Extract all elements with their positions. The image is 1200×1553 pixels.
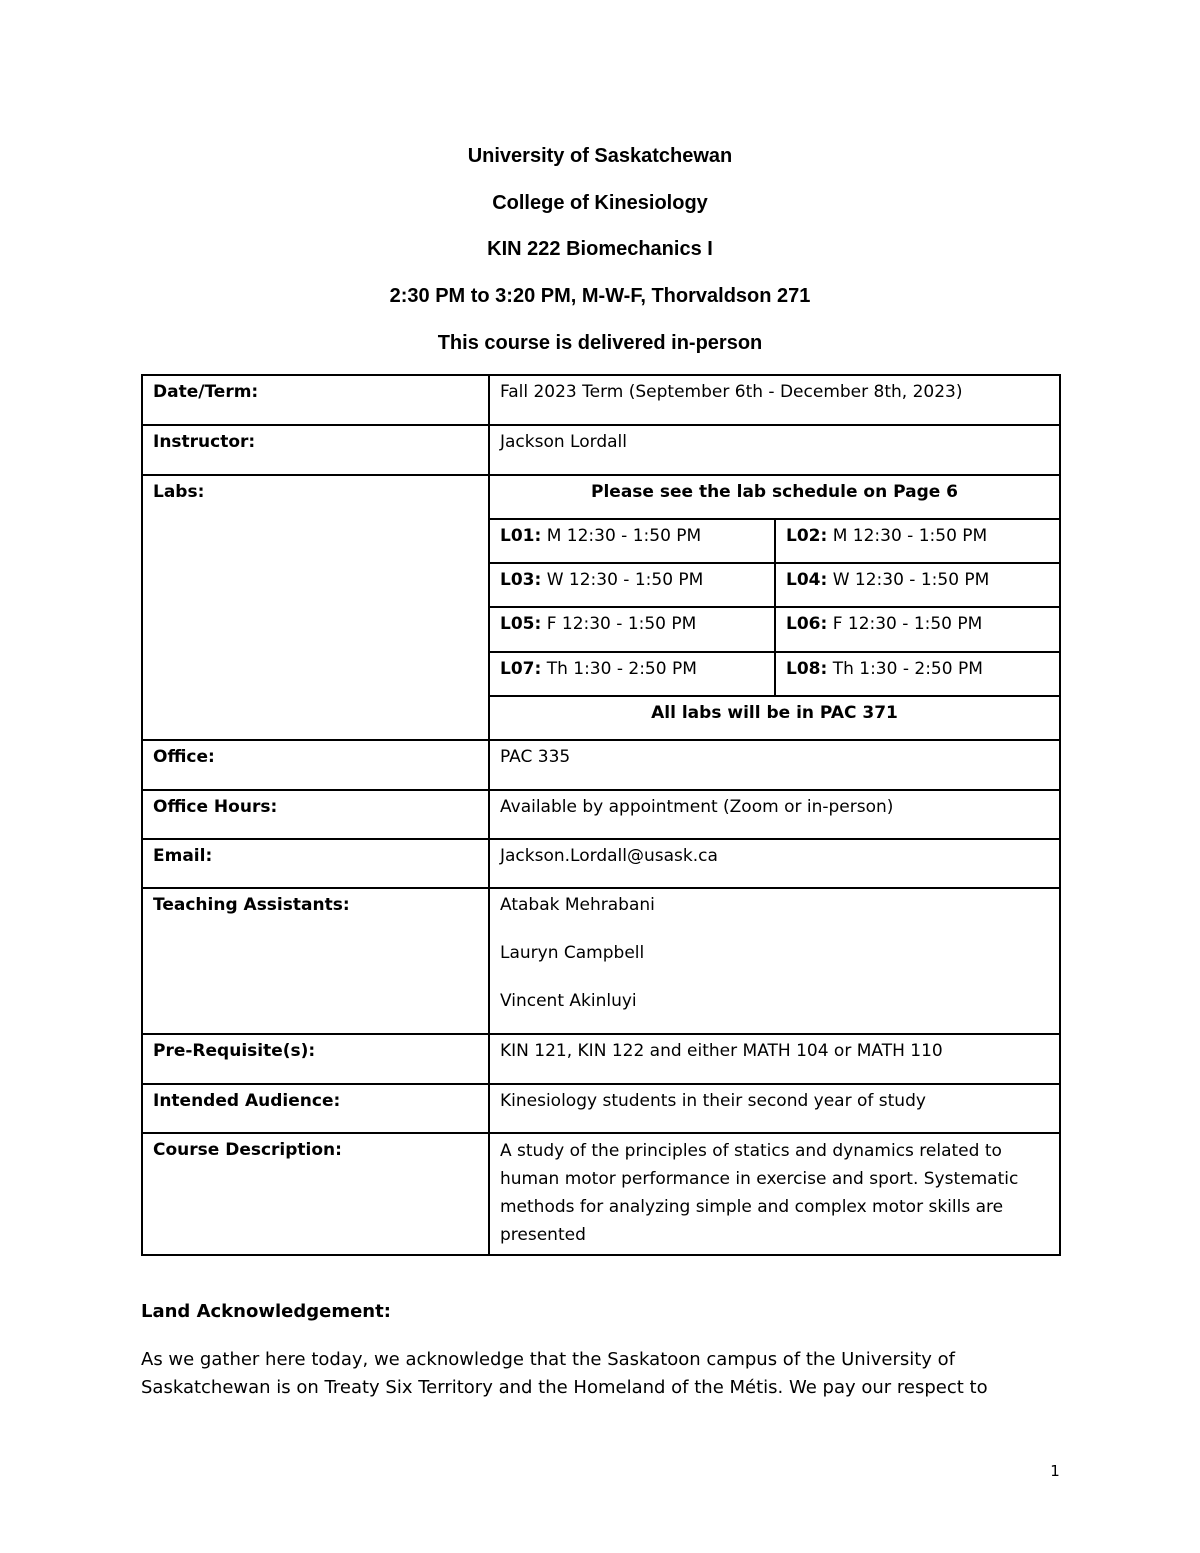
lab-code: L05: xyxy=(500,614,542,634)
lab-time: M 12:30 - 1:50 PM xyxy=(827,526,988,546)
lab-code: L02: xyxy=(786,526,828,546)
lab-time: F 12:30 - 1:50 PM xyxy=(827,614,983,634)
ta-name: Atabak Mehrabani xyxy=(500,895,655,915)
intended-audience-value: Kinesiology students in their second year of study xyxy=(489,1084,1060,1133)
date-term-value: Fall 2023 Term (September 6th - December 8th, 2023) xyxy=(489,375,1060,425)
lab-time: F 12:30 - 1:50 PM xyxy=(541,614,697,634)
page-number: 1 xyxy=(1050,1462,1060,1480)
table-row xyxy=(142,425,1060,475)
prerequisites-value: KIN 121, KIN 122 and either MATH 104 or MATH 110 xyxy=(489,1034,1060,1084)
lab-section-l06 xyxy=(775,607,1060,652)
lab-time: W 12:30 - 1:50 PM xyxy=(827,570,990,590)
teaching-assistants-label: Teaching Assistants: xyxy=(142,888,489,1034)
college-name: College of Kinesiology xyxy=(492,192,708,214)
course-description-label: Course Description: xyxy=(142,1133,489,1255)
delivery-mode: This course is delivered in-person xyxy=(437,332,763,354)
lab-code: L08: xyxy=(786,659,828,679)
intended-audience-label: Intended Audience: xyxy=(142,1084,489,1133)
labs-note: Please see the lab schedule on Page 6 xyxy=(489,475,1060,519)
lab-code: L06: xyxy=(786,614,828,634)
lab-code: L04: xyxy=(786,570,828,590)
instructor-label: Instructor: xyxy=(142,425,489,475)
lab-section-l07 xyxy=(489,652,775,696)
table-row xyxy=(142,888,1060,1034)
labs-location: All labs will be in PAC 371 xyxy=(489,696,1060,740)
table-row xyxy=(142,1034,1060,1084)
email-label: Email: xyxy=(142,839,489,888)
table-row xyxy=(142,1133,1060,1255)
instructor-value: Jackson Lordall xyxy=(489,425,1060,475)
ta-name: Lauryn Campbell xyxy=(500,943,645,963)
lab-code: L07: xyxy=(500,659,542,679)
ta-name: Vincent Akinluyi xyxy=(500,991,637,1011)
course-title: KIN 222 Biomechanics I xyxy=(487,238,713,260)
table-row xyxy=(142,740,1060,790)
lab-time: Th 1:30 - 2:50 PM xyxy=(827,659,983,679)
lab-section-l01 xyxy=(489,519,775,563)
labs-label: Labs: xyxy=(142,475,489,740)
course-description-value: A study of the principles of statics and dynamics related to human motor performance in exercise and sport. Systematic methods for analyzing simple and complex motor skills are presented xyxy=(489,1133,1060,1255)
table-row xyxy=(142,790,1060,839)
land-acknowledgement-text: As we gather here today, we acknowledge that the Saskatoon campus of the University of Saskatchewan is on Treaty Six Territory and the Homeland of the Métis. We pay our respect to xyxy=(141,1349,988,1398)
lab-time: W 12:30 - 1:50 PM xyxy=(541,570,704,590)
table-row xyxy=(142,375,1060,425)
lab-section-l03 xyxy=(489,563,775,607)
lab-section-l04 xyxy=(775,563,1060,607)
table-row xyxy=(142,475,1060,519)
lab-section-l08 xyxy=(775,652,1060,696)
lab-section-l05 xyxy=(489,607,775,652)
email-value[interactable]: Jackson.Lordall@usask.ca xyxy=(489,839,1060,888)
course-info-table xyxy=(141,374,1061,1256)
office-value: PAC 335 xyxy=(489,740,1060,790)
table-row xyxy=(142,839,1060,888)
university-name: University of Saskatchewan xyxy=(467,145,733,167)
office-label: Office: xyxy=(142,740,489,790)
lab-time: Th 1:30 - 2:50 PM xyxy=(541,659,697,679)
lab-section-l02 xyxy=(775,519,1060,563)
land-acknowledgement-title: Land Acknowledgement: xyxy=(141,1301,391,1322)
lab-code: L03: xyxy=(500,570,542,590)
date-term-label: Date/Term: xyxy=(142,375,489,425)
table-row xyxy=(142,1084,1060,1133)
lab-time: M 12:30 - 1:50 PM xyxy=(541,526,702,546)
prerequisites-label: Pre-Requisite(s): xyxy=(142,1034,489,1084)
teaching-assistants-list xyxy=(489,888,1060,1034)
office-hours-value: Available by appointment (Zoom or in-person) xyxy=(489,790,1060,839)
course-schedule: 2:30 PM to 3:20 PM, M-W-F, Thorvaldson 271 xyxy=(389,285,811,307)
lab-code: L01: xyxy=(500,526,542,546)
office-hours-label: Office Hours: xyxy=(142,790,489,839)
